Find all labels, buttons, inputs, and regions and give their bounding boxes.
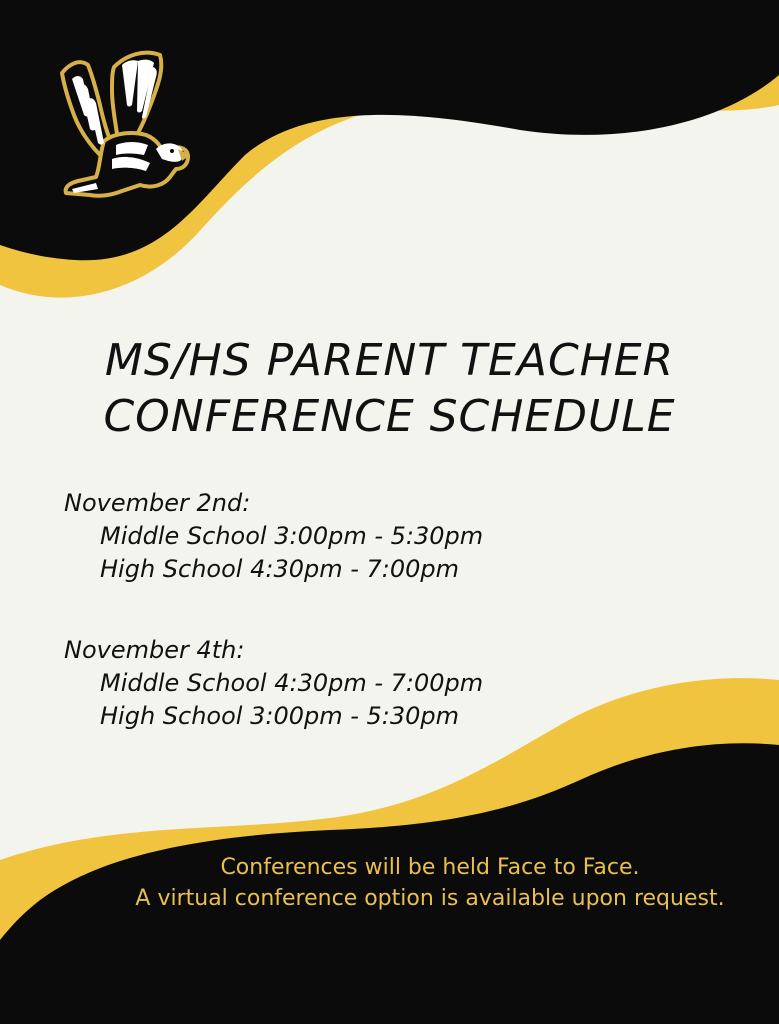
footer-line-1: Conferences will be held Face to Face.	[220, 855, 640, 880]
schedule-block-november-4	[64, 634, 704, 733]
schedule-date: November 2nd:	[64, 489, 251, 517]
schedule-entry: High School 3:00pm - 5:30pm	[100, 702, 460, 730]
schedule-entry: Middle School 3:00pm - 5:30pm	[100, 522, 484, 550]
title-line-1: MS/HS PARENT TEACHER	[104, 335, 675, 386]
conference-schedule	[64, 487, 704, 733]
schedule-entry: High School 4:30pm - 7:00pm	[100, 555, 460, 583]
footer-note	[60, 852, 779, 914]
eagle-mascot-icon	[52, 45, 202, 205]
footer-line-2: A virtual conference option is available upon request.	[135, 886, 725, 911]
schedule-entry: Middle School 4:30pm - 7:00pm	[100, 669, 484, 697]
schedule-date: November 4th:	[64, 636, 245, 664]
title-line-2: CONFERENCE SCHEDULE	[103, 391, 676, 442]
schedule-block-november-2	[64, 487, 704, 586]
page-title	[0, 333, 779, 445]
